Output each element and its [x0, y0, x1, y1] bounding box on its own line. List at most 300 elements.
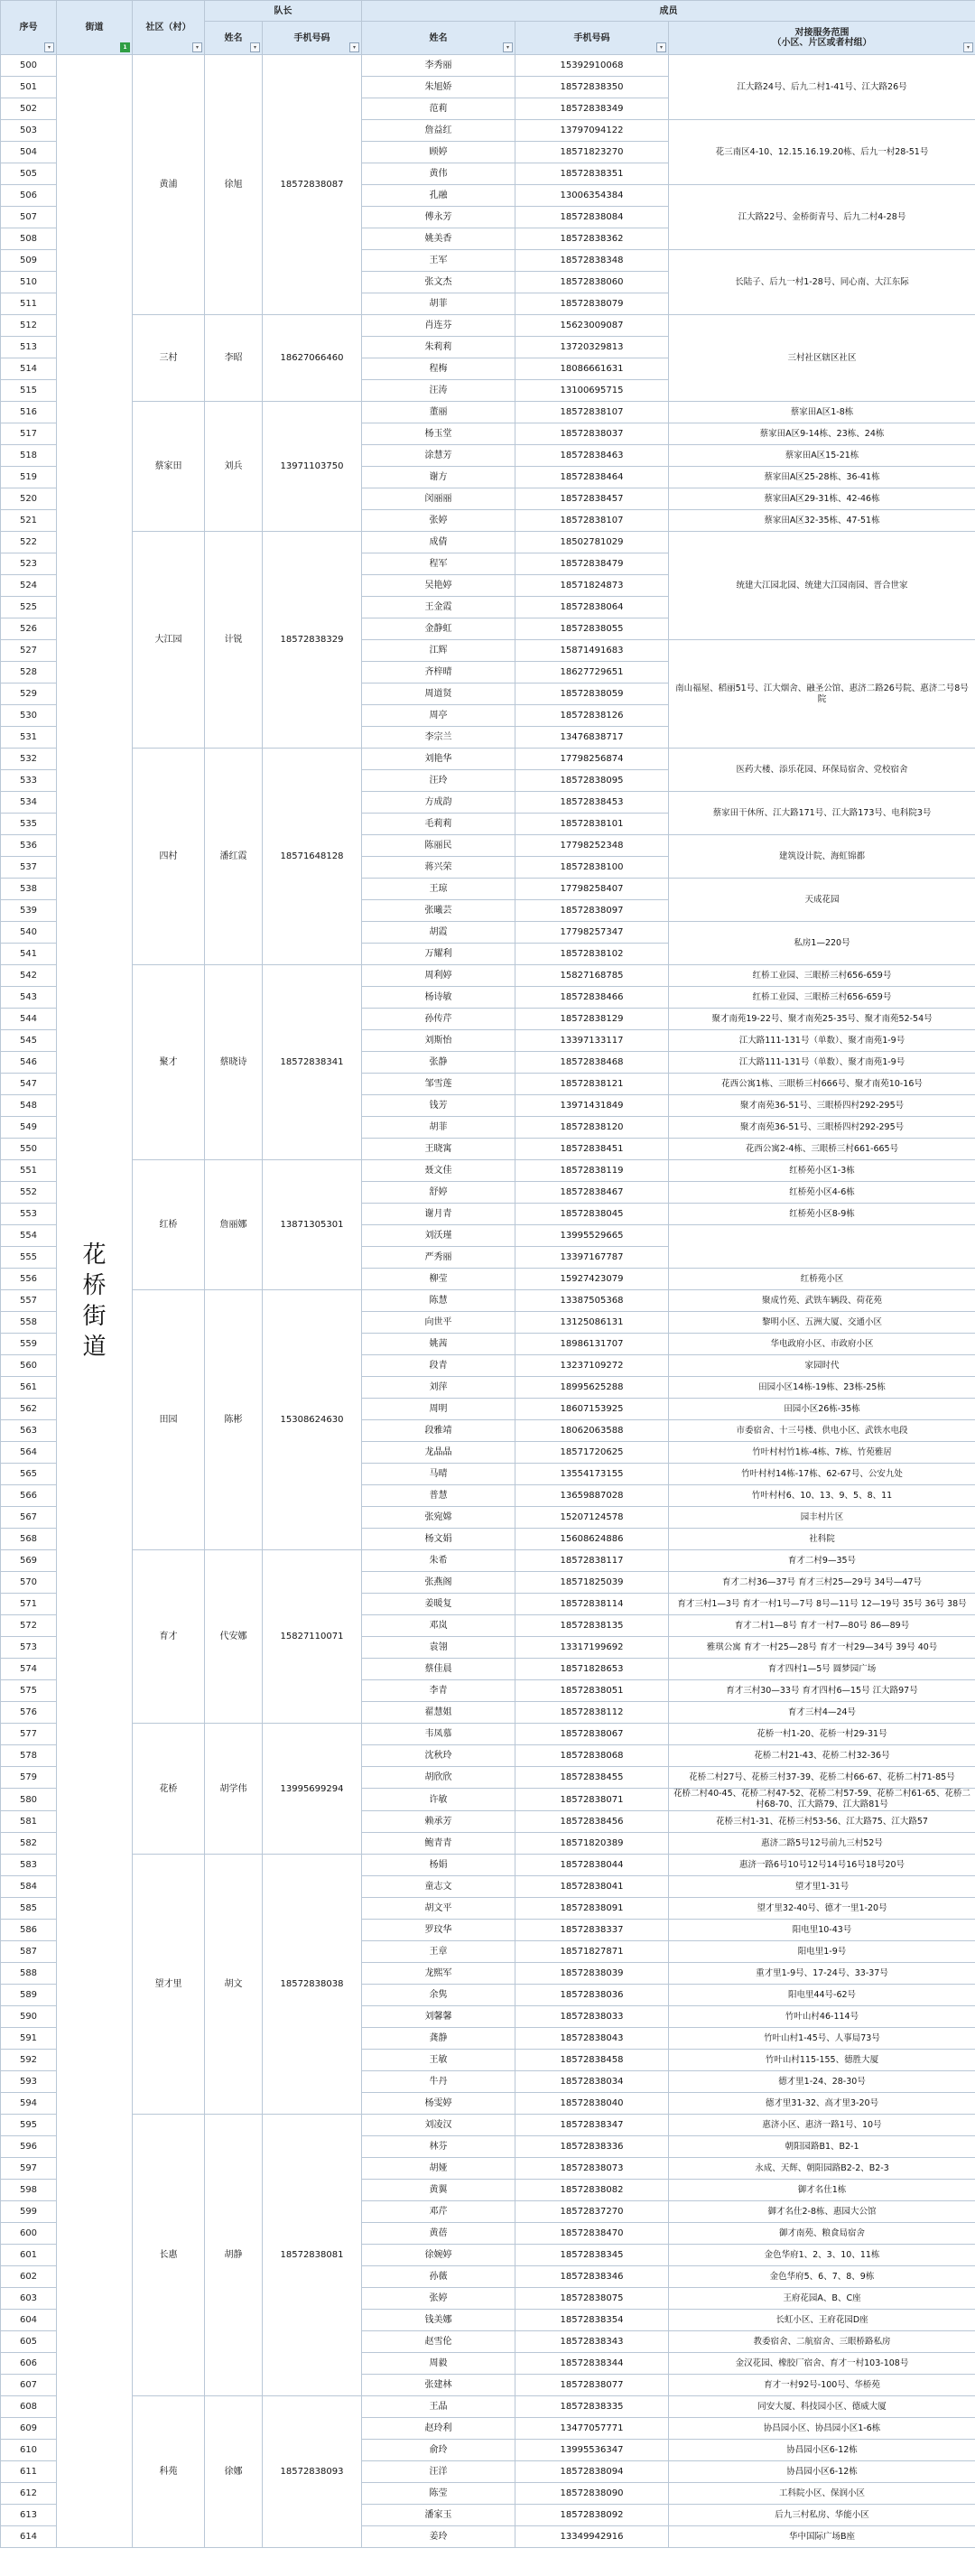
- cell-member-phone[interactable]: 13995529665: [515, 1225, 669, 1247]
- cell-member-name[interactable]: 严秀丽: [362, 1247, 515, 1269]
- cell-seq[interactable]: 613: [1, 2505, 57, 2526]
- cell-seq[interactable]: 504: [1, 142, 57, 163]
- cell-member-name[interactable]: 周毅: [362, 2353, 515, 2375]
- col-header-seq[interactable]: 序号 ▾: [1, 1, 57, 55]
- cell-member-phone[interactable]: 18607153925: [515, 1399, 669, 1420]
- cell-member-phone[interactable]: 18572838091: [515, 1898, 669, 1920]
- cell-member-phone[interactable]: 18572838092: [515, 2505, 669, 2526]
- cell-seq[interactable]: 522: [1, 532, 57, 553]
- cell-scope[interactable]: 江大路24号、后九二村1-41号、江大路26号: [669, 55, 975, 120]
- cell-leader-phone[interactable]: 15308624630: [263, 1290, 362, 1550]
- cell-street[interactable]: 花 桥 街 道: [57, 55, 133, 2548]
- cell-member-name[interactable]: 程梅: [362, 358, 515, 380]
- cell-seq[interactable]: 524: [1, 575, 57, 597]
- cell-member-name[interactable]: 闵丽丽: [362, 488, 515, 510]
- cell-member-phone[interactable]: 13100695715: [515, 380, 669, 402]
- cell-scope[interactable]: 花西公寓1栋、三眼桥三村666号、聚才南苑10-16号: [669, 1074, 975, 1095]
- cell-scope[interactable]: 江大路22号、金桥街青号、后九二村4-28号: [669, 185, 975, 250]
- cell-member-name[interactable]: 刘凌汉: [362, 2115, 515, 2136]
- cell-seq[interactable]: 501: [1, 77, 57, 98]
- cell-scope[interactable]: 永成、天辉、朝阳园路B2-2、B2-3: [669, 2158, 975, 2180]
- cell-member-phone[interactable]: 18572838060: [515, 272, 669, 293]
- cell-member-phone[interactable]: 18572838120: [515, 1117, 669, 1139]
- cell-seq[interactable]: 604: [1, 2310, 57, 2331]
- cell-seq[interactable]: 543: [1, 987, 57, 1009]
- cell-member-phone[interactable]: 18572838114: [515, 1594, 669, 1615]
- cell-member-phone[interactable]: 18572838458: [515, 2050, 669, 2071]
- cell-member-name[interactable]: 王军: [362, 250, 515, 272]
- cell-seq[interactable]: 534: [1, 792, 57, 814]
- cell-scope[interactable]: 惠济小区、惠济一路1号、10号: [669, 2115, 975, 2136]
- cell-member-name[interactable]: 胡菲: [362, 1117, 515, 1139]
- cell-member-phone[interactable]: 13477057771: [515, 2418, 669, 2440]
- cell-member-phone[interactable]: 18572838463: [515, 445, 669, 467]
- cell-leader-name[interactable]: 胡静: [205, 2115, 263, 2396]
- cell-scope[interactable]: 花桥二村21-43、花桥二村32-36号: [669, 1745, 975, 1767]
- cell-member-name[interactable]: 李秀丽: [362, 55, 515, 77]
- cell-seq[interactable]: 509: [1, 250, 57, 272]
- cell-leader-name[interactable]: 胡学伟: [205, 1724, 263, 1855]
- cell-leader-name[interactable]: 蔡晓诗: [205, 965, 263, 1160]
- cell-scope[interactable]: 金色华府1、2、3、10、11栋: [669, 2245, 975, 2266]
- cell-member-name[interactable]: 舒婷: [362, 1182, 515, 1204]
- cell-scope[interactable]: 三村社区辖区社区: [669, 315, 975, 402]
- cell-member-name[interactable]: 王敏: [362, 2050, 515, 2071]
- cell-member-name[interactable]: 王章: [362, 1941, 515, 1963]
- cell-community[interactable]: 田园: [133, 1290, 205, 1550]
- cell-member-phone[interactable]: 18572838094: [515, 2461, 669, 2483]
- cell-member-name[interactable]: 朱莉莉: [362, 337, 515, 358]
- cell-seq[interactable]: 606: [1, 2353, 57, 2375]
- cell-member-name[interactable]: 万耀利: [362, 944, 515, 965]
- cell-seq[interactable]: 542: [1, 965, 57, 987]
- cell-seq[interactable]: 502: [1, 98, 57, 120]
- cell-member-phone[interactable]: 18572838079: [515, 293, 669, 315]
- cell-member-phone[interactable]: 18572838349: [515, 98, 669, 120]
- cell-member-name[interactable]: 刘萍: [362, 1377, 515, 1399]
- cell-member-name[interactable]: 王晓寓: [362, 1139, 515, 1160]
- cell-member-phone[interactable]: 18572838045: [515, 1204, 669, 1225]
- cell-member-phone[interactable]: 18572838043: [515, 2028, 669, 2050]
- cell-scope[interactable]: 王府花园A、B、C座: [669, 2288, 975, 2310]
- cell-member-name[interactable]: 张建林: [362, 2375, 515, 2396]
- cell-member-phone[interactable]: 18571825039: [515, 1572, 669, 1594]
- cell-member-phone[interactable]: 18571720625: [515, 1442, 669, 1464]
- cell-seq[interactable]: 546: [1, 1052, 57, 1074]
- cell-leader-phone[interactable]: 18572838038: [263, 1855, 362, 2115]
- cell-scope[interactable]: 医药大楼、添乐花园、环保局宿舍、党校宿舍: [669, 749, 975, 792]
- cell-scope[interactable]: 华中国际广场B座: [669, 2526, 975, 2548]
- cell-seq[interactable]: 612: [1, 2483, 57, 2505]
- cell-seq[interactable]: 558: [1, 1312, 57, 1334]
- cell-member-phone[interactable]: 18572838107: [515, 402, 669, 423]
- cell-scope[interactable]: 重才里1-9号、17-24号、33-37号: [669, 1963, 975, 1985]
- cell-scope[interactable]: 蔡家田干休所、江大路171号、江大路173号、电科院3号: [669, 792, 975, 835]
- filter-active-icon[interactable]: 1: [120, 42, 130, 52]
- cell-scope[interactable]: 聚成竹苑、武铁车辆段、荷花苑: [669, 1290, 975, 1312]
- cell-seq[interactable]: 578: [1, 1745, 57, 1767]
- cell-seq[interactable]: 572: [1, 1615, 57, 1637]
- cell-seq[interactable]: 500: [1, 55, 57, 77]
- col-header-street[interactable]: 街道 1: [57, 1, 133, 55]
- cell-member-phone[interactable]: 13797094122: [515, 120, 669, 142]
- cell-scope[interactable]: 御才南苑、粮食局宿舍: [669, 2223, 975, 2245]
- cell-member-phone[interactable]: 18571820389: [515, 1833, 669, 1855]
- cell-member-name[interactable]: 刘沃瑾: [362, 1225, 515, 1247]
- cell-seq[interactable]: 526: [1, 618, 57, 640]
- cell-scope[interactable]: 望才里32-40号、德才一里1-20号: [669, 1898, 975, 1920]
- filter-dropdown-icon[interactable]: ▾: [192, 42, 202, 52]
- cell-seq[interactable]: 523: [1, 553, 57, 575]
- cell-seq[interactable]: 595: [1, 2115, 57, 2136]
- cell-member-phone[interactable]: 18571824873: [515, 575, 669, 597]
- cell-scope[interactable]: 协昌园小区、协昌园小区1-6栋: [669, 2418, 975, 2440]
- cell-scope[interactable]: 江大路111-131号（单数）、聚才南苑1-9号: [669, 1030, 975, 1052]
- cell-scope[interactable]: 蔡家田A区29-31栋、42-46栋: [669, 488, 975, 510]
- cell-member-name[interactable]: 姜暖复: [362, 1594, 515, 1615]
- cell-member-phone[interactable]: 13125086131: [515, 1312, 669, 1334]
- cell-member-name[interactable]: 张燕阁: [362, 1572, 515, 1594]
- cell-scope[interactable]: 华电政府小区、市政府小区: [669, 1334, 975, 1355]
- cell-member-phone[interactable]: 13995536347: [515, 2440, 669, 2461]
- cell-community[interactable]: 四村: [133, 749, 205, 965]
- cell-member-phone[interactable]: 18572838345: [515, 2245, 669, 2266]
- cell-seq[interactable]: 567: [1, 1507, 57, 1529]
- cell-member-name[interactable]: 胡娅: [362, 2158, 515, 2180]
- cell-scope[interactable]: 阳电里10-43号: [669, 1920, 975, 1941]
- cell-scope[interactable]: [669, 1225, 975, 1269]
- cell-scope[interactable]: 田园小区14栋-19栋、23栋-25栋: [669, 1377, 975, 1399]
- cell-member-name[interactable]: 陈丽民: [362, 835, 515, 857]
- cell-member-name[interactable]: 姚美香: [362, 228, 515, 250]
- cell-member-name[interactable]: 王金霞: [362, 597, 515, 618]
- cell-member-name[interactable]: 张婷: [362, 510, 515, 532]
- cell-seq[interactable]: 555: [1, 1247, 57, 1269]
- cell-seq[interactable]: 520: [1, 488, 57, 510]
- cell-member-phone[interactable]: 18572838470: [515, 2223, 669, 2245]
- cell-scope[interactable]: 南山福屋、稻丽51号、江大烟舍、融圣公馆、惠济二路26号院、惠济二号8号院: [669, 640, 975, 749]
- cell-seq[interactable]: 583: [1, 1855, 57, 1876]
- cell-seq[interactable]: 547: [1, 1074, 57, 1095]
- cell-seq[interactable]: 569: [1, 1550, 57, 1572]
- cell-member-phone[interactable]: 18572838036: [515, 1985, 669, 2006]
- cell-member-phone[interactable]: 18571828653: [515, 1659, 669, 1680]
- cell-leader-phone[interactable]: 18627066460: [263, 315, 362, 402]
- cell-member-name[interactable]: 邓芹: [362, 2201, 515, 2223]
- cell-member-name[interactable]: 孙薇: [362, 2266, 515, 2288]
- cell-seq[interactable]: 594: [1, 2093, 57, 2115]
- cell-member-name[interactable]: 谢方: [362, 467, 515, 488]
- cell-seq[interactable]: 575: [1, 1680, 57, 1702]
- cell-member-name[interactable]: 齐梓晴: [362, 662, 515, 684]
- cell-scope[interactable]: 金汉花园、橡胶厂宿舍、育才一村103-108号: [669, 2353, 975, 2375]
- cell-member-phone[interactable]: 18572838119: [515, 1160, 669, 1182]
- cell-member-name[interactable]: 陈慧: [362, 1290, 515, 1312]
- cell-seq[interactable]: 550: [1, 1139, 57, 1160]
- cell-member-phone[interactable]: 18572838343: [515, 2331, 669, 2353]
- cell-seq[interactable]: 532: [1, 749, 57, 770]
- cell-scope[interactable]: 建筑设计院、海虹锦都: [669, 835, 975, 879]
- cell-scope[interactable]: 后九三村私房、华能小区: [669, 2505, 975, 2526]
- cell-member-phone[interactable]: 18572838100: [515, 857, 669, 879]
- cell-scope[interactable]: 花桥一村1-20、花桥一村29-31号: [669, 1724, 975, 1745]
- cell-scope[interactable]: 蔡家田A区25-28栋、36-41栋: [669, 467, 975, 488]
- cell-member-name[interactable]: 罗玟华: [362, 1920, 515, 1941]
- cell-member-phone[interactable]: 13387505368: [515, 1290, 669, 1312]
- filter-dropdown-icon[interactable]: ▾: [656, 42, 666, 52]
- cell-scope[interactable]: 育才二村36—37号 育才三村25—29号 34号—47号: [669, 1572, 975, 1594]
- cell-scope[interactable]: 育才三村30—33号 育才四村6—15号 江大路97号: [669, 1680, 975, 1702]
- cell-member-phone[interactable]: 15608624886: [515, 1529, 669, 1550]
- cell-member-name[interactable]: 杨雯婷: [362, 2093, 515, 2115]
- cell-seq[interactable]: 516: [1, 402, 57, 423]
- cell-scope[interactable]: 惠济一路6号10号12号14号16号18号20号: [669, 1855, 975, 1876]
- cell-leader-phone[interactable]: 18572838087: [263, 55, 362, 315]
- cell-seq[interactable]: 598: [1, 2180, 57, 2201]
- cell-scope[interactable]: 家园时代: [669, 1355, 975, 1377]
- cell-scope[interactable]: 红桥苑小区8-9栋: [669, 1204, 975, 1225]
- cell-member-phone[interactable]: 18572838107: [515, 510, 669, 532]
- cell-scope[interactable]: 同安大厦、科技园小区、德威大厦: [669, 2396, 975, 2418]
- cell-member-phone[interactable]: 18572838041: [515, 1876, 669, 1898]
- cell-member-phone[interactable]: 18572838347: [515, 2115, 669, 2136]
- cell-member-name[interactable]: 吴艳婷: [362, 575, 515, 597]
- cell-member-name[interactable]: 徐婉婷: [362, 2245, 515, 2266]
- cell-member-phone[interactable]: 13554173155: [515, 1464, 669, 1485]
- cell-scope[interactable]: 竹叶村村竹1栋-4栋、7栋、竹苑雅居: [669, 1442, 975, 1464]
- cell-member-phone[interactable]: 13971431849: [515, 1095, 669, 1117]
- cell-seq[interactable]: 518: [1, 445, 57, 467]
- cell-seq[interactable]: 608: [1, 2396, 57, 2418]
- cell-member-name[interactable]: 金静虹: [362, 618, 515, 640]
- cell-scope[interactable]: 长虹小区、王府花园D座: [669, 2310, 975, 2331]
- cell-scope[interactable]: 红桥苑小区4-6栋: [669, 1182, 975, 1204]
- cell-scope[interactable]: 御才名仕2-8栋、惠园大公馆: [669, 2201, 975, 2223]
- col-header-member-name[interactable]: 姓名 ▾: [362, 22, 515, 55]
- cell-member-name[interactable]: 普慧: [362, 1485, 515, 1507]
- cell-member-phone[interactable]: 18572838034: [515, 2071, 669, 2093]
- cell-scope[interactable]: 竹叶山村115-155、德胜大厦: [669, 2050, 975, 2071]
- cell-member-name[interactable]: 谢月青: [362, 1204, 515, 1225]
- cell-seq[interactable]: 536: [1, 835, 57, 857]
- cell-seq[interactable]: 593: [1, 2071, 57, 2093]
- cell-seq[interactable]: 577: [1, 1724, 57, 1745]
- cell-member-phone[interactable]: 18572838453: [515, 792, 669, 814]
- cell-community[interactable]: 育才: [133, 1550, 205, 1724]
- cell-scope[interactable]: 花三南区4-10、12.15.16.19.20栋、后九一村28-51号: [669, 120, 975, 185]
- cell-member-name[interactable]: 顾婷: [362, 142, 515, 163]
- cell-member-phone[interactable]: 18572838457: [515, 488, 669, 510]
- cell-seq[interactable]: 585: [1, 1898, 57, 1920]
- cell-member-phone[interactable]: 13659887028: [515, 1485, 669, 1507]
- cell-community[interactable]: 大江园: [133, 532, 205, 749]
- cell-member-name[interactable]: 周明: [362, 1399, 515, 1420]
- cell-seq[interactable]: 562: [1, 1399, 57, 1420]
- cell-scope[interactable]: 雅琪公寓 育才一村25—28号 育才一村29—34号 39号 40号: [669, 1637, 975, 1659]
- cell-scope[interactable]: 阳电里44号-62号: [669, 1985, 975, 2006]
- cell-member-name[interactable]: 刘艳华: [362, 749, 515, 770]
- cell-seq[interactable]: 560: [1, 1355, 57, 1377]
- cell-scope[interactable]: 聚才南苑19-22号、聚才南苑25-35号、聚才南苑52-54号: [669, 1009, 975, 1030]
- cell-member-name[interactable]: 张曦芸: [362, 900, 515, 922]
- cell-scope[interactable]: 育才一村92号-100号、华桥苑: [669, 2375, 975, 2396]
- cell-member-phone[interactable]: 18572838479: [515, 553, 669, 575]
- cell-member-phone[interactable]: 18572838082: [515, 2180, 669, 2201]
- cell-member-phone[interactable]: 18986131707: [515, 1334, 669, 1355]
- cell-seq[interactable]: 561: [1, 1377, 57, 1399]
- cell-seq[interactable]: 507: [1, 207, 57, 228]
- cell-seq[interactable]: 571: [1, 1594, 57, 1615]
- cell-seq[interactable]: 581: [1, 1811, 57, 1833]
- cell-member-name[interactable]: 钱芳: [362, 1095, 515, 1117]
- cell-scope[interactable]: 金色华府5、6、7、8、9栋: [669, 2266, 975, 2288]
- cell-scope[interactable]: 园丰村片区: [669, 1507, 975, 1529]
- cell-member-name[interactable]: 朱旭娇: [362, 77, 515, 98]
- cell-community[interactable]: 聚才: [133, 965, 205, 1160]
- cell-leader-phone[interactable]: 13995699294: [263, 1724, 362, 1855]
- cell-community[interactable]: 望才里: [133, 1855, 205, 2115]
- cell-seq[interactable]: 557: [1, 1290, 57, 1312]
- cell-scope[interactable]: 蔡家田A区15-21栋: [669, 445, 975, 467]
- cell-scope[interactable]: 望才里1-31号: [669, 1876, 975, 1898]
- cell-scope[interactable]: 竹叶山村46-114号: [669, 2006, 975, 2028]
- cell-member-name[interactable]: 童志文: [362, 1876, 515, 1898]
- cell-scope[interactable]: 工科院小区、保润小区: [669, 2483, 975, 2505]
- cell-seq[interactable]: 587: [1, 1941, 57, 1963]
- cell-member-phone[interactable]: 18572838033: [515, 2006, 669, 2028]
- cell-member-name[interactable]: 傅永芳: [362, 207, 515, 228]
- cell-seq[interactable]: 568: [1, 1529, 57, 1550]
- cell-member-phone[interactable]: 15927423079: [515, 1269, 669, 1290]
- cell-member-name[interactable]: 周亭: [362, 705, 515, 727]
- cell-scope[interactable]: 蔡家田A区9-14栋、23栋、24栋: [669, 423, 975, 445]
- cell-seq[interactable]: 610: [1, 2440, 57, 2461]
- cell-member-phone[interactable]: 18572838112: [515, 1702, 669, 1724]
- cell-seq[interactable]: 533: [1, 770, 57, 792]
- cell-scope[interactable]: 协昌园小区6-12栋: [669, 2440, 975, 2461]
- cell-scope[interactable]: 惠济二路5号12号前九三村52号: [669, 1833, 975, 1855]
- cell-member-phone[interactable]: 18627729651: [515, 662, 669, 684]
- cell-seq[interactable]: 530: [1, 705, 57, 727]
- cell-seq[interactable]: 579: [1, 1767, 57, 1789]
- cell-seq[interactable]: 540: [1, 922, 57, 944]
- cell-leader-name[interactable]: 李昭: [205, 315, 263, 402]
- cell-leader-phone[interactable]: 15827110071: [263, 1550, 362, 1724]
- cell-member-name[interactable]: 陈莹: [362, 2483, 515, 2505]
- cell-scope[interactable]: 长陆子、后九一村1-28号、同心南、大江东际: [669, 250, 975, 315]
- cell-leader-name[interactable]: 徐旭: [205, 55, 263, 315]
- cell-member-name[interactable]: 杨文娟: [362, 1529, 515, 1550]
- cell-seq[interactable]: 576: [1, 1702, 57, 1724]
- cell-member-phone[interactable]: 18572838336: [515, 2136, 669, 2158]
- cell-member-name[interactable]: 毛莉莉: [362, 814, 515, 835]
- cell-member-name[interactable]: 马晴: [362, 1464, 515, 1485]
- cell-seq[interactable]: 573: [1, 1637, 57, 1659]
- cell-scope[interactable]: 江大路111-131号（单数）、聚才南苑1-9号: [669, 1052, 975, 1074]
- cell-seq[interactable]: 570: [1, 1572, 57, 1594]
- cell-member-phone[interactable]: 18572838456: [515, 1811, 669, 1833]
- cell-member-name[interactable]: 张宛嫦: [362, 1507, 515, 1529]
- cell-member-phone[interactable]: 18572838075: [515, 2288, 669, 2310]
- cell-seq[interactable]: 600: [1, 2223, 57, 2245]
- cell-seq[interactable]: 513: [1, 337, 57, 358]
- cell-member-name[interactable]: 林芬: [362, 2136, 515, 2158]
- cell-scope[interactable]: 红桥工业园、三眼桥三村656-659号: [669, 965, 975, 987]
- cell-member-phone[interactable]: 15392910068: [515, 55, 669, 77]
- cell-member-phone[interactable]: 18572838064: [515, 597, 669, 618]
- cell-seq[interactable]: 511: [1, 293, 57, 315]
- cell-member-phone[interactable]: 18572838129: [515, 1009, 669, 1030]
- cell-member-phone[interactable]: 18572838464: [515, 467, 669, 488]
- cell-seq[interactable]: 597: [1, 2158, 57, 2180]
- cell-seq[interactable]: 584: [1, 1876, 57, 1898]
- cell-community[interactable]: 黄浦: [133, 55, 205, 315]
- cell-member-name[interactable]: 江辉: [362, 640, 515, 662]
- cell-member-name[interactable]: 方成韵: [362, 792, 515, 814]
- cell-leader-phone[interactable]: 18571648128: [263, 749, 362, 965]
- cell-leader-name[interactable]: 刘兵: [205, 402, 263, 532]
- cell-member-phone[interactable]: 18572838044: [515, 1855, 669, 1876]
- cell-seq[interactable]: 554: [1, 1225, 57, 1247]
- cell-scope[interactable]: 德才里1-24、28-30号: [669, 2071, 975, 2093]
- cell-member-phone[interactable]: 18572838346: [515, 2266, 669, 2288]
- filter-dropdown-icon[interactable]: ▾: [349, 42, 359, 52]
- cell-member-phone[interactable]: 18572838055: [515, 618, 669, 640]
- cell-member-name[interactable]: 邓岚: [362, 1615, 515, 1637]
- cell-member-phone[interactable]: 18572838117: [515, 1550, 669, 1572]
- cell-seq[interactable]: 601: [1, 2245, 57, 2266]
- cell-member-name[interactable]: 鲍青青: [362, 1833, 515, 1855]
- cell-member-phone[interactable]: 17798258407: [515, 879, 669, 900]
- cell-member-phone[interactable]: 18572838051: [515, 1680, 669, 1702]
- cell-member-name[interactable]: 胡文平: [362, 1898, 515, 1920]
- cell-seq[interactable]: 590: [1, 2006, 57, 2028]
- cell-seq[interactable]: 582: [1, 1833, 57, 1855]
- cell-member-name[interactable]: 黄蓓: [362, 2223, 515, 2245]
- cell-member-name[interactable]: 蔡佳晨: [362, 1659, 515, 1680]
- cell-member-phone[interactable]: 18086661631: [515, 358, 669, 380]
- cell-seq[interactable]: 512: [1, 315, 57, 337]
- cell-member-name[interactable]: 赵玲利: [362, 2418, 515, 2440]
- cell-member-name[interactable]: 黄翼: [362, 2180, 515, 2201]
- col-header-leader-name[interactable]: 姓名 ▾: [205, 22, 263, 55]
- cell-leader-name[interactable]: 潘红霞: [205, 749, 263, 965]
- cell-seq[interactable]: 589: [1, 1985, 57, 2006]
- col-header-member-phone[interactable]: 手机号码 ▾: [515, 22, 669, 55]
- cell-member-phone[interactable]: 18572838101: [515, 814, 669, 835]
- cell-scope[interactable]: 竹叶村村6、10、13、9、5、8、11: [669, 1485, 975, 1507]
- cell-member-phone[interactable]: 13237109272: [515, 1355, 669, 1377]
- cell-scope[interactable]: 花桥三村1-31、花桥三村53-56、江大路75、江大路57: [669, 1811, 975, 1833]
- cell-scope[interactable]: 私房1—220号: [669, 922, 975, 965]
- cell-seq[interactable]: 574: [1, 1659, 57, 1680]
- cell-member-name[interactable]: 潘家玉: [362, 2505, 515, 2526]
- filter-dropdown-icon[interactable]: ▾: [44, 42, 54, 52]
- cell-scope[interactable]: 花桥二村40-45、花桥二村47-52、花桥二村57-59、花桥二村61-65、花桥二村68-70、江大路79、江大路81号: [669, 1789, 975, 1811]
- cell-seq[interactable]: 515: [1, 380, 57, 402]
- cell-member-name[interactable]: 沈秋玲: [362, 1745, 515, 1767]
- cell-member-phone[interactable]: 18062063588: [515, 1420, 669, 1442]
- cell-seq[interactable]: 559: [1, 1334, 57, 1355]
- cell-seq[interactable]: 609: [1, 2418, 57, 2440]
- cell-member-phone[interactable]: 18572838337: [515, 1920, 669, 1941]
- cell-scope[interactable]: 社科院: [669, 1529, 975, 1550]
- cell-member-phone[interactable]: 13349942916: [515, 2526, 669, 2548]
- cell-member-phone[interactable]: 18502781029: [515, 532, 669, 553]
- cell-seq[interactable]: 586: [1, 1920, 57, 1941]
- cell-community[interactable]: 红桥: [133, 1160, 205, 1290]
- cell-seq[interactable]: 602: [1, 2266, 57, 2288]
